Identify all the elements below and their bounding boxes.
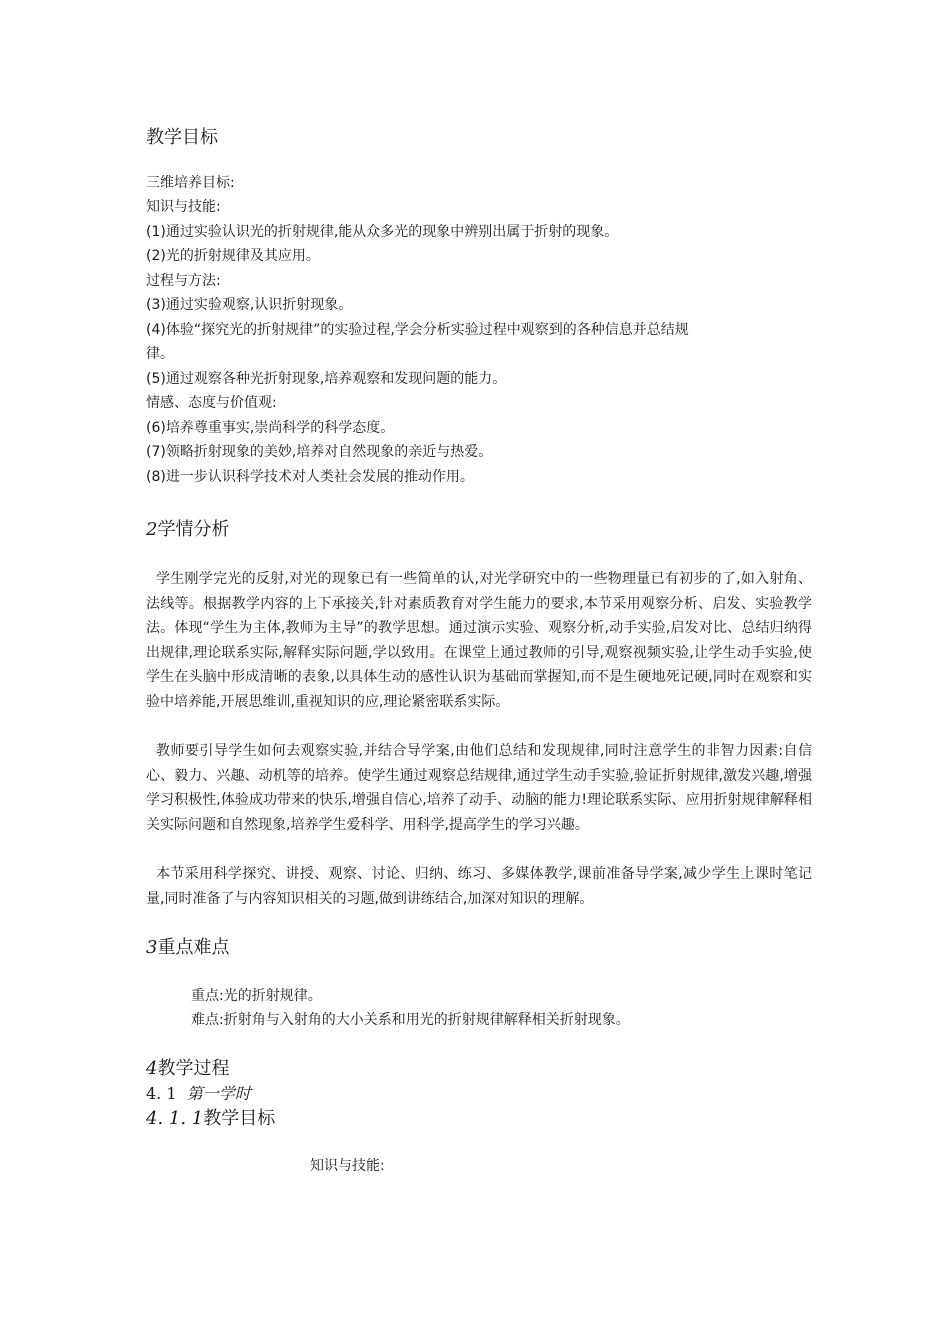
goals-line-3: (1)通过实验认识光的折射规律,能从众多光的现象中辨别出属于折射的现象。 — [146, 224, 619, 240]
section-title-goals: 教学目标 — [146, 127, 218, 148]
section-number: 4 — [146, 1058, 158, 1079]
goals-line-10: 情感、态度与价值观: — [146, 395, 277, 411]
section-title-text: 学情分析 — [157, 519, 230, 540]
subsection-4-1 — [146, 1083, 251, 1105]
goals-line-9: (5)通过观察各种光折射现象,培养观察和发现问题的能力。 — [146, 371, 507, 387]
section-number: 3 — [146, 937, 158, 958]
key-point: 重点:光的折射规律。 — [191, 988, 322, 1004]
subsection-title: 第一学时 — [186, 1084, 251, 1103]
section-title-text: 教学过程 — [157, 1058, 230, 1079]
knowledge-skills-label: 知识与技能: — [310, 1158, 385, 1174]
subsection-number: 4. 1. 1 — [146, 1108, 204, 1129]
goals-line-2: 知识与技能: — [146, 199, 221, 215]
section-number: 2 — [146, 519, 158, 540]
section-title-analysis — [146, 518, 229, 542]
subsection-title: 教学目标 — [203, 1108, 276, 1129]
section-title-text: 重点难点 — [157, 937, 230, 958]
analysis-paragraph-3: 本节采用科学探究、讲授、观察、讨论、归纳、练习、多媒体教学,课前准备导学案,减少学生上课时笔记量,同时准备了与内容知识相关的习题,做到讲练结合,加深对知识的理解。 — [146, 866, 812, 907]
section-title-key — [146, 936, 229, 960]
goals-line-1: 三维培养目标: — [146, 175, 235, 191]
subsection-4-1-1 — [146, 1107, 275, 1131]
difficult-point: 难点:折射角与入射角的大小关系和用光的折射规律解释相关折射现象。 — [191, 1012, 630, 1028]
goals-line-12: (7)领略折射现象的美妙,培养对自然现象的亲近与热爱。 — [146, 444, 493, 460]
goals-line-5: 过程与方法: — [146, 273, 221, 289]
goals-line-13: (8)进一步认识科学技术对人类社会发展的推动作用。 — [146, 469, 474, 485]
goals-line-8: 律。 — [146, 346, 174, 362]
goals-line-4: (2)光的折射规律及其应用。 — [146, 248, 320, 264]
subsection-number: 4. 1 — [146, 1084, 177, 1103]
goals-line-7: (4)体验“探究光的折射规律”的实验过程,学会分析实验过程中观察到的各种信息并总结规 — [146, 322, 689, 338]
analysis-paragraph-1: 学生刚学完光的反射,对光的现象已有一些简单的认,对光学研究中的一些物理量已有初步的了,如入射角、法线等。根据教学内容的上下承接关,针对素质教育对学生能力的要求,本节采用观察分析、启发、实验教学法。体现“学生为主体,教师为主导”的教学思想。通过演示实验、观察分析,动手实验,启发对比、总结归纳得出规律,理论联系实际,解释实际问题,学以致用。在课堂上通过教师的引导,观察视频实验,让学生动手实验,使学生在头脑中形成清晰的表象,以具体生动的感性认识为基础而掌握知,而不是生硬地死记硬,同时在观察和实验中培养能,开展思维训,重视知识的应,理论紧密联系实际。 — [146, 571, 812, 710]
section-title-process — [146, 1057, 229, 1081]
goals-line-6: (3)通过实验观察,认识折射现象。 — [146, 297, 353, 313]
goals-line-11: (6)培养尊重事实,崇尚科学的科学态度。 — [146, 420, 395, 436]
analysis-paragraph-2: 教师要引导学生如何去观察实验,并结合导学案,由他们总结和发现规律,同时注意学生的非智力因素:自信心、毅力、兴趣、动机等的培养。使学生通过观察总结规律,通过学生动手实验,验证折射规律,激发兴趣,增强学习积极性,体验成功带来的快乐,增强自信心,培养了动手、动脑的能力!理论联系实际、应用折射规律解释相关实际问题和自然现象,培养学生爱科学、用科学,提高学生的学习兴趣。 — [146, 743, 812, 833]
